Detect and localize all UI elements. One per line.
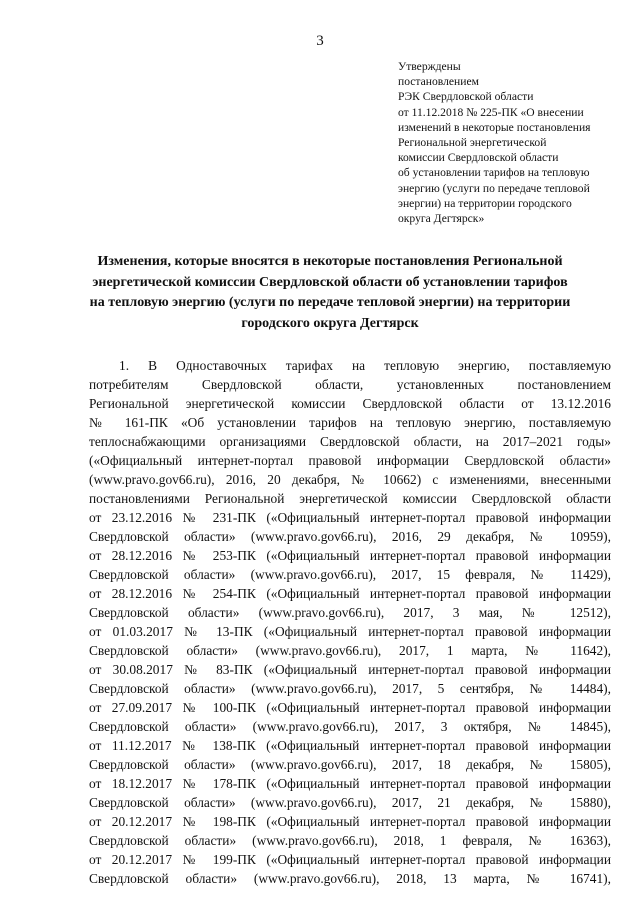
paragraph-line: Свердловской области» (www.pravo.gov66.ru), 2018, 1 февраля, № 16363),: [89, 833, 611, 848]
document-title: [60, 252, 600, 334]
paragraph-line: Свердловской области» (www.pravo.gov66.ru), 2017, 5 сентября, № 14484),: [89, 681, 611, 696]
approval-line: об установлении тарифов на тепловую: [398, 166, 590, 180]
paragraph-line: Свердловской области» (www.pravo.gov66.ru), 2018, 13 марта, № 16741),: [89, 871, 611, 886]
approval-line: энергию (услуги по передаче тепловой: [398, 181, 590, 195]
approval-line: от 11.12.2018 № 225-ПК «О внесении: [398, 105, 584, 119]
paragraph-line: от 20.12.2017 № 199-ПК («Официальный интернет-портал правовой информации: [89, 852, 611, 867]
paragraph-line: Свердловской области» (www.pravo.gov66.ru), 2016, 29 декабря, № 10959),: [89, 529, 611, 544]
paragraph-line: теплоснабжающими организациями Свердловской области, на 2017–2021 годы»: [89, 434, 611, 449]
paragraph-line: от 30.08.2017 № 83-ПК («Официальный интернет-портал правовой информации: [89, 662, 611, 677]
approval-line: округа Дегтярск»: [398, 212, 485, 226]
approval-line: постановлением: [398, 75, 479, 89]
paragraph-line: от 11.12.2017 № 138-ПК («Официальный интернет-портал правовой информации: [89, 738, 611, 753]
approval-line: Утверждены: [398, 60, 461, 73]
paragraph-line: от 20.12.2017 № 198-ПК («Официальный интернет-портал правовой информации: [89, 814, 611, 829]
paragraph-line: Свердловской области» (www.pravo.gov66.ru), 2017, 18 декабря, № 15805),: [89, 757, 611, 772]
approval-line: РЭК Свердловской области: [398, 90, 534, 104]
paragraph-line: Свердловской области» (www.pravo.gov66.ru), 2017, 1 марта, № 11642),: [89, 643, 611, 658]
paragraph-line: Региональной энергетической комиссии Свердловской области от 13.12.2016: [89, 396, 611, 411]
approval-line: комиссии Свердловской области: [398, 151, 559, 165]
title-line: городского округа Дегтярск: [241, 315, 419, 331]
paragraph-line: потребителям Свердловской области, установленных постановлением: [89, 377, 611, 392]
paragraph-line: от 01.03.2017 № 13-ПК («Официальный интернет-портал правовой информации: [89, 624, 611, 639]
title-line: энергетической комиссии Свердловской области об установлении тарифов: [92, 274, 568, 290]
paragraph-line: постановлениями Региональной энергетической комиссии Свердловской области: [89, 491, 611, 506]
paragraph-line: Свердловской области» (www.pravo.gov66.ru), 2017, 21 декабря, № 15880),: [89, 795, 611, 810]
paragraph-line: от 18.12.2017 № 178-ПК («Официальный интернет-портал правовой информации: [89, 776, 611, 791]
paragraph-line: от 28.12.2016 № 253-ПК («Официальный интернет-портал правовой информации: [89, 548, 611, 563]
title-line: Изменения, которые вносятся в некоторые постановления Региональной: [97, 254, 563, 269]
paragraph-line: Свердловской области» (www.pravo.gov66.ru), 2017, 15 февраля, № 11429),: [89, 567, 611, 582]
approval-line: изменений в некоторые постановления: [398, 120, 591, 134]
paragraph-line: Свердловской области» (www.pravo.gov66.ru), 2017, 3 октября, № 14845),: [89, 719, 611, 734]
body-paragraph: [89, 356, 611, 888]
paragraph-line: от 27.09.2017 № 100-ПК («Официальный интернет-портал правовой информации: [89, 700, 611, 715]
paragraph-line: («Официальный интернет-портал правовой информации Свердловской области»: [89, 453, 611, 468]
paragraph-line: от 28.12.2016 № 254-ПК («Официальный интернет-портал правовой информации: [89, 586, 611, 601]
title-line: на тепловую энергию (услуги по передаче тепловой энергии) на территории: [89, 295, 571, 310]
paragraph-line: Свердловской области» (www.pravo.gov66.ru), 2017, 3 мая, № 12512),: [89, 605, 611, 620]
paragraph-line: 1. В Одноставочных тарифах на тепловую энергию, поставляемую: [119, 358, 611, 373]
paragraph-line: от 23.12.2016 № 231-ПК («Официальный интернет-портал правовой информации: [89, 510, 611, 525]
page-number: 3: [316, 33, 324, 49]
approval-block: [398, 59, 628, 226]
paragraph-line: (www.pravo.gov66.ru), 2016, 20 декабря, № 10662) с изменениями, внесенными: [89, 472, 611, 487]
paragraph-line: № 161-ПК «Об установлении тарифов на тепловую энергию, поставляемую: [89, 415, 611, 430]
approval-line: энергии) на территории городского: [398, 196, 572, 210]
approval-line: Региональной энергетической: [398, 136, 547, 150]
